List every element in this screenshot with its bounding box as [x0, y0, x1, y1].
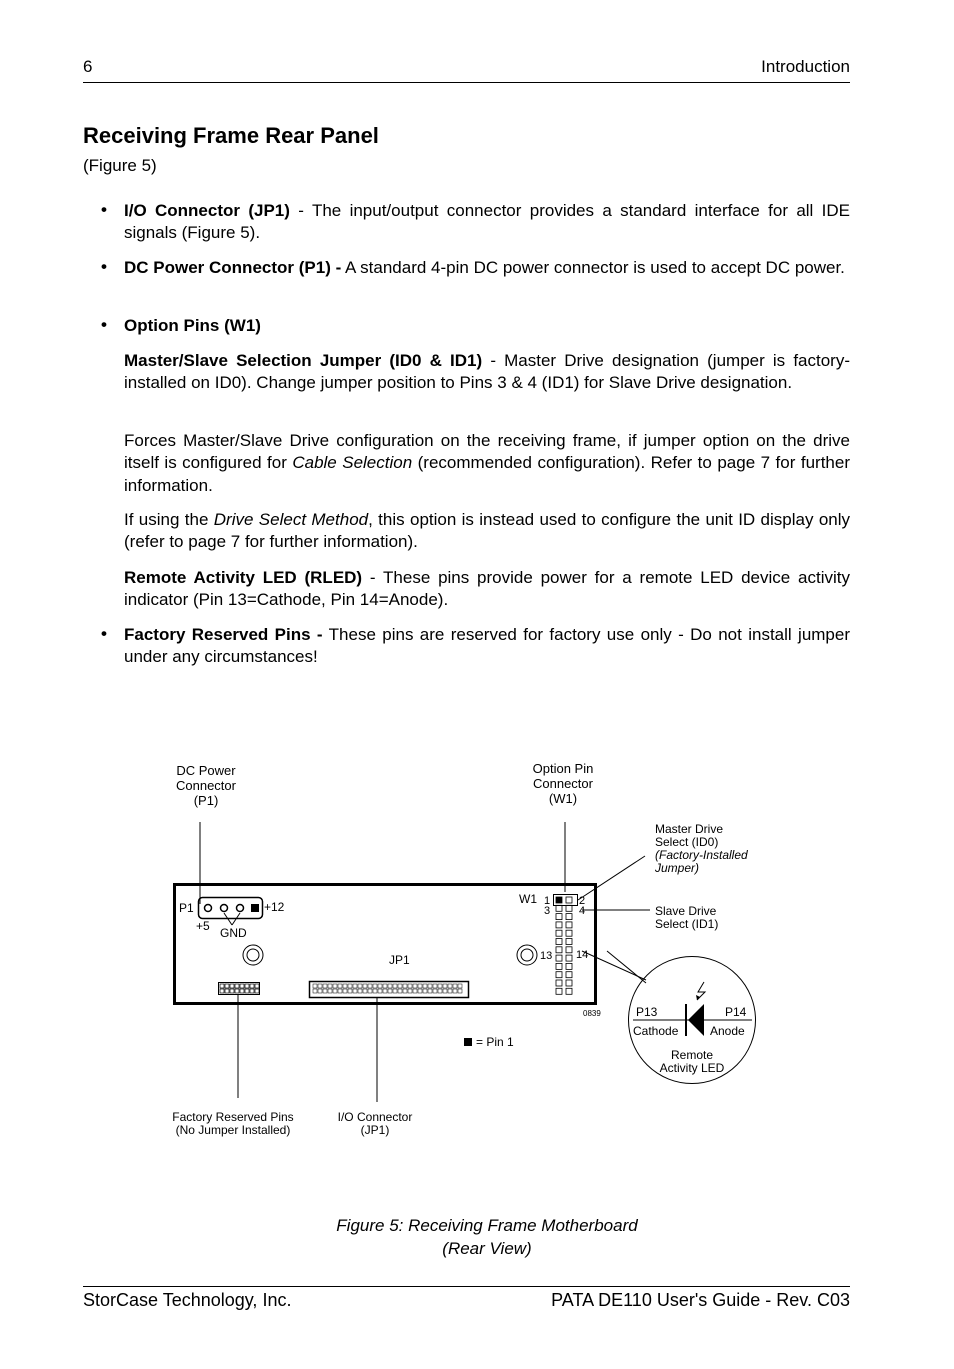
- board-code: 0839: [583, 1009, 601, 1018]
- connector-pin: [566, 972, 572, 978]
- connector-pin: [438, 989, 442, 993]
- connector-pin: [373, 984, 377, 988]
- pin-number: 3: [544, 905, 551, 917]
- paragraph-text: , this option is instead used to configure the unit ID display only (refer to page 7 for further information).: [124, 510, 851, 552]
- p13-label: P13: [636, 1005, 658, 1019]
- bullet-marker: •: [101, 624, 107, 643]
- connector-pin: [373, 989, 377, 993]
- connector-pin: [566, 922, 572, 928]
- connector-pin: [378, 984, 382, 988]
- connector-pin: [443, 989, 447, 993]
- connector-pin: [398, 989, 402, 993]
- connector-pin: [348, 984, 352, 988]
- connector-pin: [328, 989, 332, 993]
- connector-pin: [250, 984, 254, 988]
- connector-pin: [566, 897, 572, 903]
- item-label: DC Power Connector (P1) -: [124, 258, 342, 277]
- w1-label: W1: [519, 892, 537, 906]
- connector-pin: [393, 989, 397, 993]
- connector-pin: [343, 984, 347, 988]
- connector-pin: [343, 989, 347, 993]
- connector-pin: [318, 989, 322, 993]
- dc-power-label-line: DC Power: [176, 763, 236, 778]
- section-title: Receiving Frame Rear Panel: [83, 123, 379, 148]
- connector-pin: [428, 989, 432, 993]
- figure-caption-line1: Figure 5: Receiving Frame Motherboard: [336, 1216, 638, 1235]
- connector-pin: [433, 989, 437, 993]
- connector-pin: [240, 984, 244, 988]
- connector-pin: [566, 988, 572, 994]
- connector-pin: [388, 984, 392, 988]
- led-label-line: Activity LED: [659, 1061, 725, 1075]
- connector-pin: [556, 963, 562, 969]
- connector-pin: [358, 989, 362, 993]
- paragraph-emphasis: Drive Select Method: [213, 510, 369, 529]
- connector-pin: [438, 984, 442, 988]
- dc-power-label-line: (P1): [193, 793, 219, 808]
- connector-pin: [235, 989, 239, 993]
- connector-pin: [393, 984, 397, 988]
- cathode-label: Cathode: [633, 1024, 679, 1038]
- connector-pin: [408, 989, 412, 993]
- item-label: Option Pins (W1): [124, 316, 261, 335]
- plus5-label: +5: [196, 919, 210, 933]
- connector-pin: [220, 989, 224, 993]
- connector-pin: [328, 984, 332, 988]
- connector-pin: [556, 988, 562, 994]
- connector-pin: [338, 989, 342, 993]
- connector-pin: [313, 989, 317, 993]
- item-text: - These pins provide power for a remote LED device activity indicator (Pin 13=Cathode, Pin 14=Anode).: [124, 568, 850, 610]
- connector-pin: [433, 984, 437, 988]
- slave-select-label-line: Slave Drive: [655, 904, 717, 918]
- pin-number: 13: [540, 950, 553, 962]
- connector-pin: [383, 984, 387, 988]
- connector-pin: [338, 984, 342, 988]
- item-text: A standard 4-pin DC power connector is used to accept DC power.: [341, 258, 845, 277]
- connector-pin: [556, 897, 562, 903]
- connector-pin: [363, 989, 367, 993]
- connector-pin: [556, 939, 562, 945]
- connector-pin: [245, 989, 249, 993]
- item-label: I/O Connector (JP1): [124, 201, 290, 220]
- connector-pin: [566, 980, 572, 986]
- page-number: 6: [83, 57, 93, 76]
- connector-pin: [250, 989, 254, 993]
- connector-pin: [403, 984, 407, 988]
- pin-number: 2: [579, 895, 586, 907]
- connector-pin: [255, 989, 259, 993]
- connector-pin: [333, 989, 337, 993]
- figure-reference: (Figure 5): [83, 156, 157, 175]
- paragraph-text: If using the: [124, 510, 214, 529]
- connector-pin: [225, 989, 229, 993]
- item-text: These pins are reserved for factory use only - Do not install jumper under any circumstances!: [124, 625, 851, 667]
- connector-pin: [333, 984, 337, 988]
- connector-pin: [353, 984, 357, 988]
- led-label-line: Remote: [670, 1048, 714, 1062]
- master-select-label-line: Select (ID0): [655, 835, 719, 849]
- item-text: - Master Drive designation (jumper is factory-installed on ID0). Change jumper position to Pins 3 & 4 (ID1) for Slave Drive designation.: [124, 351, 851, 393]
- connector-pin: [423, 984, 427, 988]
- jp1-label: JP1: [389, 953, 410, 967]
- footer-company: StorCase Technology, Inc.: [83, 1290, 292, 1310]
- connector-pin: [378, 989, 382, 993]
- item-label: Remote Activity LED (RLED): [124, 568, 363, 587]
- connector-pin: [428, 984, 432, 988]
- pin1-legend: = Pin 1: [476, 1035, 514, 1049]
- connector-pin: [313, 984, 317, 988]
- connector-pin: [556, 947, 562, 953]
- option-pin-label-line: Option Pin: [532, 761, 594, 776]
- item-text: - The input/output connector provides a standard interface for all IDE signals (Figure 5).: [124, 201, 851, 243]
- connector-pin: [235, 984, 239, 988]
- item-label: Factory Reserved Pins -: [124, 625, 323, 644]
- factory-label-line: (No Jumper Installed): [175, 1123, 291, 1137]
- factory-label-line: Factory Reserved Pins: [172, 1110, 294, 1124]
- connector-pin: [556, 914, 562, 920]
- connector-pin: [556, 980, 562, 986]
- p1-label: P1: [179, 901, 194, 915]
- connector-pin: [443, 984, 447, 988]
- connector-pin: [453, 989, 457, 993]
- connector-pin: [566, 914, 572, 920]
- plus12-label: +12: [264, 900, 285, 914]
- p14-label: P14: [725, 1005, 747, 1019]
- bullet-marker: •: [101, 257, 107, 276]
- connector-pin: [368, 989, 372, 993]
- master-select-note-line: (Factory-Installed: [655, 848, 748, 862]
- connector-pin: [230, 984, 234, 988]
- io-label-line: I/O Connector: [337, 1110, 413, 1124]
- connector-pin: [245, 984, 249, 988]
- connector-pin: [566, 955, 572, 961]
- connector-pin: [220, 984, 224, 988]
- bullet-marker: •: [101, 315, 107, 334]
- connector-pin: [413, 984, 417, 988]
- paragraph-text: Forces Master/Slave Drive configuration on the receiving frame, if jumper option on the drive itself is configured for: [124, 431, 850, 473]
- connector-pin: [458, 984, 462, 988]
- connector-pin: [363, 984, 367, 988]
- connector-pin: [255, 984, 259, 988]
- connector-pin: [403, 989, 407, 993]
- connector-pin: [458, 989, 462, 993]
- connector-pin: [566, 947, 572, 953]
- footer-document: PATA DE110 User's Guide - Rev. C03: [551, 1290, 850, 1310]
- figure-caption-line2: (Rear View): [442, 1239, 532, 1258]
- anode-label: Anode: [710, 1024, 745, 1038]
- connector-pin: [413, 989, 417, 993]
- pin-number: 1: [544, 895, 551, 907]
- paragraph-emphasis: Cable Selection: [292, 453, 413, 473]
- connector-pin: [230, 989, 234, 993]
- gnd-label: GND: [220, 926, 247, 940]
- connector-pin: [388, 989, 392, 993]
- connector-pin: [408, 984, 412, 988]
- connector-pin: [240, 989, 244, 993]
- connector-pin: [358, 984, 362, 988]
- connector-pin: [323, 989, 327, 993]
- bullet-marker: •: [101, 200, 107, 219]
- connector-pin: [383, 989, 387, 993]
- connector-pin: [556, 955, 562, 961]
- connector-pin: [418, 989, 422, 993]
- connector-pin: [398, 984, 402, 988]
- connector-pin: [566, 930, 572, 936]
- slave-select-label-line: Select (ID1): [655, 917, 719, 931]
- paragraph-text: (recommended configuration). Refer to page 7 for further information.: [124, 453, 850, 495]
- dc-power-label-line: Connector: [176, 778, 236, 793]
- connector-pin: [368, 984, 372, 988]
- master-select-note-line: Jumper): [655, 861, 700, 875]
- item-label: Master/Slave Selection Jumper (ID0 & ID1): [124, 351, 483, 370]
- connector-pin: [225, 984, 229, 988]
- footer-divider: [83, 1286, 850, 1287]
- pin-number: 14: [576, 949, 589, 961]
- connector-pin: [556, 905, 562, 911]
- connector-pin: [566, 939, 572, 945]
- connector-pin: [453, 984, 457, 988]
- io-label-line: (JP1): [360, 1123, 390, 1137]
- connector-pin: [353, 989, 357, 993]
- connector-pin: [348, 989, 352, 993]
- connector-pin: [556, 930, 562, 936]
- connector-pin: [556, 972, 562, 978]
- connector-pin: [318, 984, 322, 988]
- connector-pin: [418, 984, 422, 988]
- connector-pin: [556, 922, 562, 928]
- option-pin-label-line: (W1): [548, 791, 578, 806]
- connector-pin: [323, 984, 327, 988]
- connector-pin: [566, 905, 572, 911]
- pin-number: 4: [579, 905, 586, 917]
- connector-pin: [423, 989, 427, 993]
- connector-pin: [448, 989, 452, 993]
- connector-pin: [566, 963, 572, 969]
- option-pin-label-line: Connector: [533, 776, 593, 791]
- master-select-label-line: Master Drive: [655, 822, 724, 836]
- running-header: Introduction: [761, 57, 850, 76]
- connector-pin: [448, 984, 452, 988]
